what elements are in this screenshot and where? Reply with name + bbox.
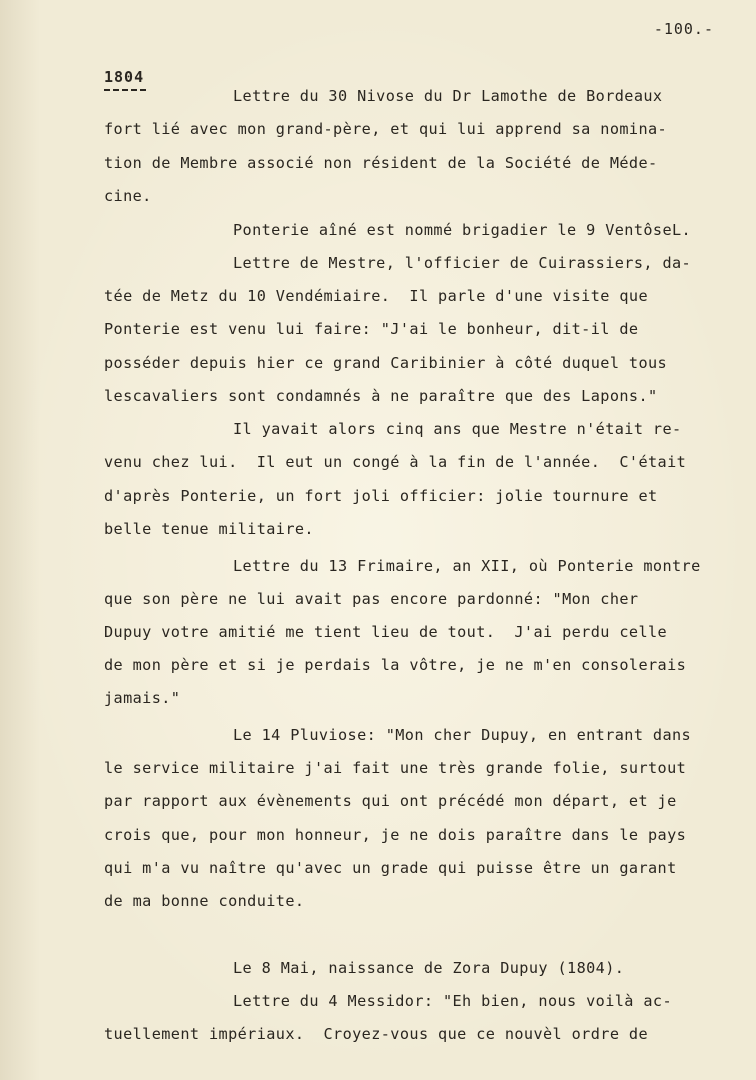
- text-line: qui m'a vu naître qu'avec un grade qui puisse être un garant: [104, 859, 677, 877]
- text-line: belle tenue militaire.: [104, 520, 314, 538]
- text-line: jamais.": [104, 689, 181, 707]
- text-line: de ma bonne conduite.: [104, 892, 305, 910]
- text-line: Le 14 Pluviose: "Mon cher Dupuy, en entrant dans: [233, 726, 692, 744]
- text-line: tion de Membre associé non résident de la Société de Méde-: [104, 154, 658, 172]
- text-line: venu chez lui. Il eut un congé à la fin de l'année. C'était: [104, 453, 687, 471]
- text-line: posséder depuis hier ce grand Caribinier à côté duquel tous: [104, 354, 668, 372]
- year-underline: [104, 89, 146, 91]
- text-line: Lettre du 30 Nivose du Dr Lamothe de Bordeaux: [233, 87, 663, 105]
- text-line: le service militaire j'ai fait une très grande folie, surtout: [104, 759, 687, 777]
- text-line: par rapport aux évènements qui ont précédé mon départ, et je: [104, 792, 677, 810]
- text-line: Ponterie est venu lui faire: "J'ai le bonheur, dit-il de: [104, 320, 639, 338]
- text-line: lescavaliers sont condamnés à ne paraître que des Lapons.": [104, 387, 658, 405]
- text-line: crois que, pour mon honneur, je ne dois paraître dans le pays: [104, 826, 687, 844]
- text-line: Lettre de Mestre, l'officier de Cuirassiers, da-: [233, 254, 692, 272]
- page-number: -100.-: [653, 20, 714, 38]
- text-line: Lettre du 13 Frimaire, an XII, où Ponterie montre: [233, 557, 701, 575]
- year-heading: 1804: [104, 68, 145, 86]
- text-line: de mon père et si je perdais la vôtre, je ne m'en consolerais: [104, 656, 687, 674]
- text-line: cine.: [104, 187, 152, 205]
- text-line: Dupuy votre amitié me tient lieu de tout. J'ai perdu celle: [104, 623, 668, 641]
- text-line: tuellement impériaux. Croyez-vous que ce nouvèl ordre de: [104, 1025, 648, 1043]
- text-line: tée de Metz du 10 Vendémiaire. Il parle d'une visite que: [104, 287, 648, 305]
- text-line: Ponterie aîné est nommé brigadier le 9 VentôseL.: [233, 221, 692, 239]
- text-line: que son père ne lui avait pas encore pardonné: "Mon cher: [104, 590, 639, 608]
- text-line: Lettre du 4 Messidor: "Eh bien, nous voilà ac-: [233, 992, 673, 1010]
- text-line: fort lié avec mon grand-père, et qui lui apprend sa nomina-: [104, 120, 668, 138]
- text-line: d'après Ponterie, un fort joli officier: jolie tournure et: [104, 487, 658, 505]
- text-line: Il yavait alors cinq ans que Mestre n'était re-: [233, 420, 682, 438]
- text-line: Le 8 Mai, naissance de Zora Dupuy (1804).: [233, 959, 625, 977]
